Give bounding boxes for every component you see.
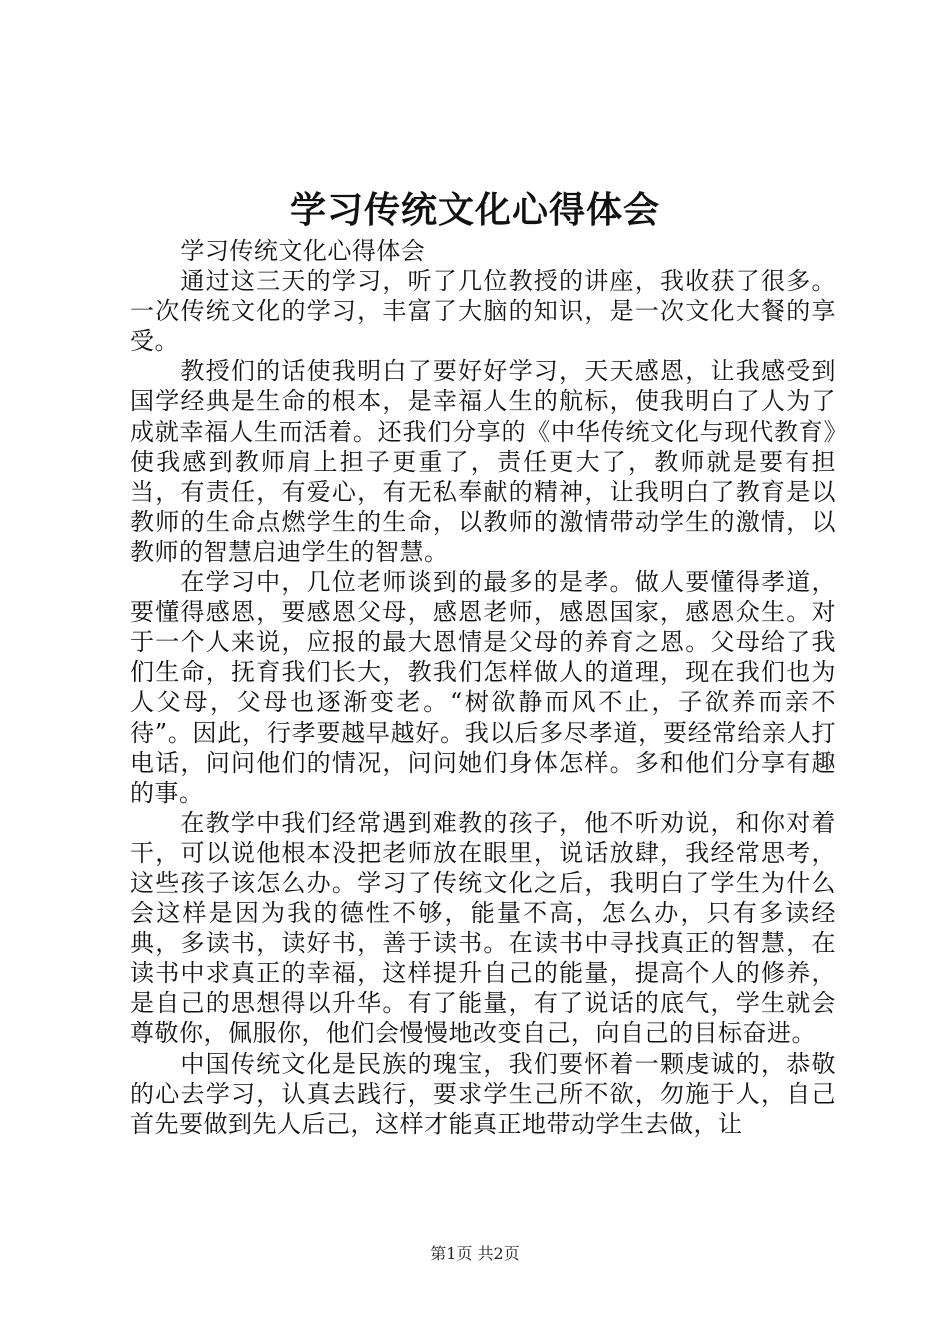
paragraph: 教授们的话使我明白了要好好学习，天天感恩，让我感受到国学经典是生命的根本，是幸福人生的航标，使我明白了人为了成就幸福人生而活着。还我们分享的《中华传统文化与现代教育》使我感到教师肩上担子更重了，责任更大了，教师就是要有担当，有责任，有爱心，有无私奉献的精神，让我明白了教育是以教师的生命点燃学生的生命，以教师的激情带动学生的激情，以教师的智慧启迪学生的智慧。 [130,357,836,566]
document-title: 学习传统文化心得体会 [289,189,660,231]
paragraph: 通过这三天的学习，听了几位教授的讲座，我收获了很多。一次传统文化的学习，丰富了大脑的知识，是一次文化大餐的享受。 [130,267,836,356]
document-body [130,236,836,1139]
paragraph: 在教学中我们经常遇到难教的孩子，他不听劝说，和你对着干，可以说他根本没把老师放在眼里，说话放肆，我经常思考，这些孩子该怎么办。学习了传统文化之后，我明白了学生为什么会这样是因为我的德性不够，能量不高，怎么办，只有多读经典，多读书，读好书，善于读书。在读书中寻找真正的智慧，在读书中求真正的幸福，这样提升自己的能量，提高个人的修养，是自己的思想得以升华。有了能量，有了说话的底气，学生就会尊敬你，佩服你，他们会慢慢地改变自己，向自己的目标奋进。 [130,808,836,1048]
paragraph: 在学习中，几位老师谈到的最多的是孝。做人要懂得孝道，要懂得感恩，要感恩父母，感恩老师，感恩国家，感恩众生。对于一个人来说，应报的最大恩情是父母的养育之恩。父母给了我们生命，抚育我们长大，教我们怎样做人的道理，现在我们也为人父母，父母也逐渐变老。“树欲静而风不止，子欲养而亲不待”。因此，行孝要越早越好。我以后多尽孝道，要经常给亲人打电话，问问他们的情况，问问她们身体怎样。多和他们分享有趣的事。 [130,568,836,807]
paragraph: 中国传统文化是民族的瑰宝，我们要怀着一颗虔诚的，恭敬的心去学习，认真去践行，要求学生己所不欲，勿施于人，自己首先要做到先人后己，这样才能真正地带动学生去做，让 [130,1049,836,1138]
paragraph-subtitle: 学习传统文化心得体会 [180,237,426,265]
page-footer: 第1页 共2页 [430,1244,520,1263]
